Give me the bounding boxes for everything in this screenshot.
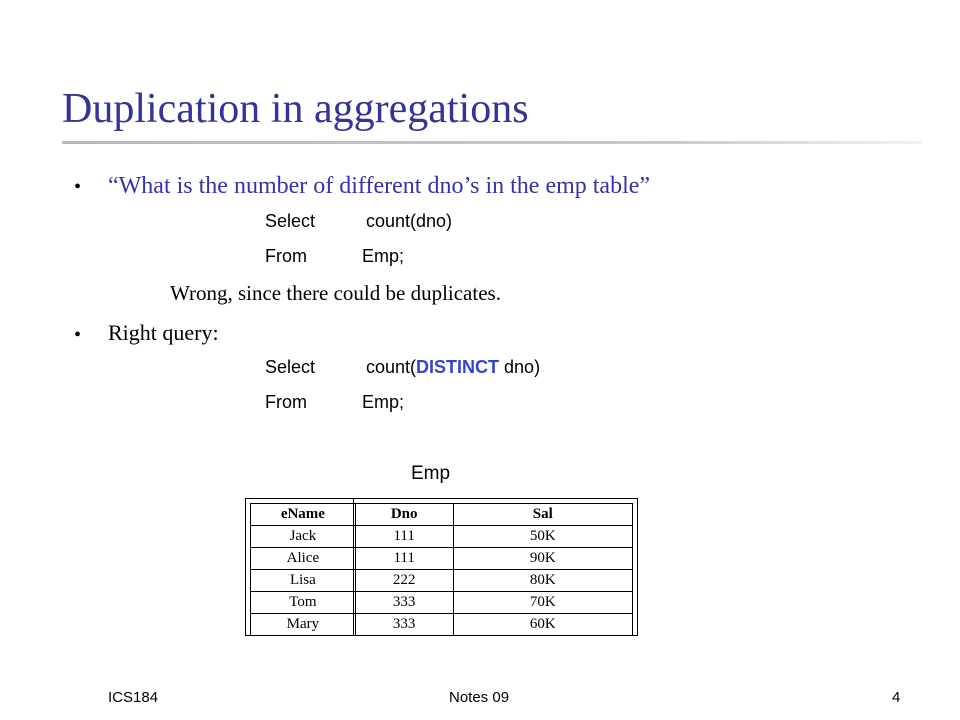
table-cell: Alice [251, 548, 356, 570]
table-cell: 111 [355, 548, 453, 570]
query2-from-keyword: From [265, 392, 307, 412]
query2-select-keyword: Select [265, 357, 316, 377]
table-column-divider [353, 499, 354, 635]
table-cell: Lisa [251, 570, 356, 592]
query2-select-suffix: dno) [499, 357, 541, 377]
table-header-row [251, 504, 633, 526]
table-cell: 111 [355, 526, 453, 548]
table-cell: 222 [355, 570, 453, 592]
table-cell: 70K [453, 592, 632, 614]
table-header-cell: Dno [355, 504, 453, 526]
query1-from-expr: Emp; [362, 246, 405, 266]
emp-table [250, 503, 633, 636]
question-text: “What is the number of different dno’s in the emp table” [108, 173, 651, 199]
table-caption: Emp [411, 463, 451, 484]
distinct-keyword: DISTINCT [416, 357, 500, 377]
bullet-dot: • [74, 176, 82, 198]
query1-select-expr: count(dno) [366, 211, 453, 231]
title-underline [62, 141, 922, 145]
table-cell: 50K [453, 526, 632, 548]
wrong-note: Wrong, since there could be duplicates. [170, 281, 501, 305]
table-cell: 333 [355, 614, 453, 636]
footer-notes: Notes 09 [449, 689, 510, 706]
query1-from-keyword: From [265, 246, 307, 266]
table-cell: 90K [453, 548, 632, 570]
query2-select-expr [366, 357, 540, 378]
table-header-cell: eName [251, 504, 356, 526]
table-row [251, 548, 633, 570]
table-cell: Tom [251, 592, 356, 614]
table-cell: Jack [251, 526, 356, 548]
footer-course: ICS184 [108, 689, 159, 706]
table-row [251, 526, 633, 548]
table-cell: 80K [453, 570, 632, 592]
query2-select-prefix: count( [366, 357, 417, 377]
table-row [251, 614, 633, 636]
table-row [251, 570, 633, 592]
table-cell: Mary [251, 614, 356, 636]
query1-select-keyword: Select [265, 211, 316, 231]
table-row [251, 592, 633, 614]
bullet-dot: • [74, 324, 82, 346]
table-cell: 60K [453, 614, 632, 636]
table-cell: 333 [355, 592, 453, 614]
slide-title: Duplication in aggregations [62, 86, 529, 132]
query2-from-expr: Emp; [362, 392, 405, 412]
table-header-cell: Sal [453, 504, 632, 526]
right-query-label: Right query: [108, 320, 219, 345]
emp-table-frame [245, 498, 638, 636]
slide-number: 4 [892, 689, 901, 706]
